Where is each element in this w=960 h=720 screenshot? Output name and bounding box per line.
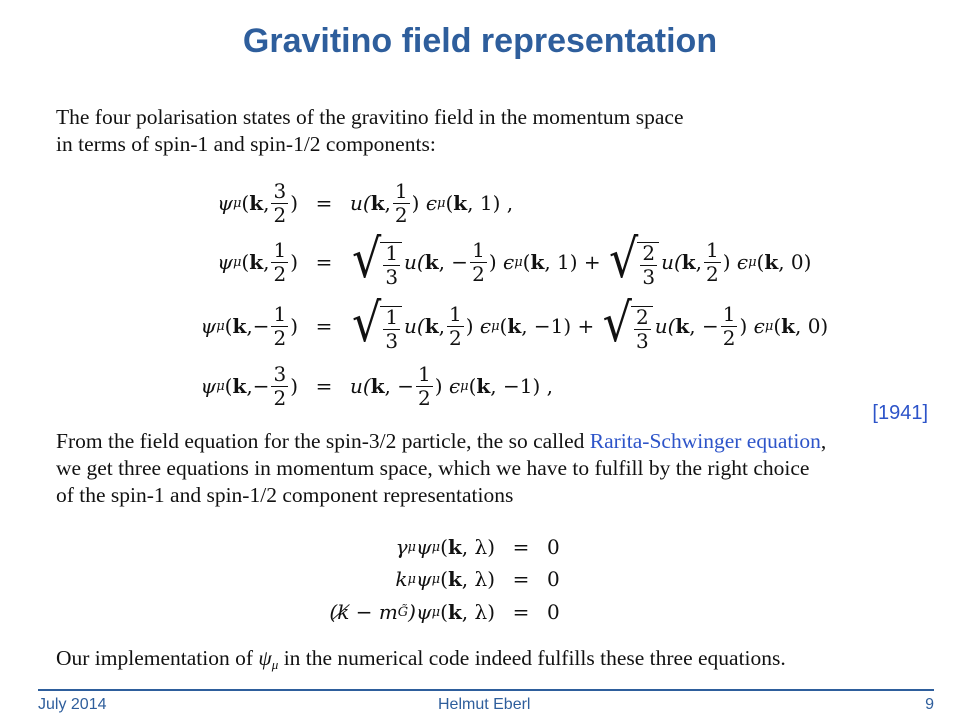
square-root: √ $\frac{1}{3}$ (352, 236, 402, 288)
slide-title: Gravitino field representation (242, 22, 718, 60)
equation-rhs: u( k , $\frac{1}{2}$ ) ϵ μ ( k , 1) , (350, 178, 514, 227)
equals-sign: = (315, 250, 333, 274)
equation-row (150, 176, 513, 230)
field-eq-line-2: we get three equations in momentum space, which we have to fulfill by the right choice (56, 456, 810, 480)
footer-date: July 2014 (38, 696, 107, 713)
equals-sign: = (512, 535, 530, 559)
intro-line-2: in terms of spin-1 and spin-1/2 components: (56, 132, 436, 156)
equation-lhs: ψ μ ( k , $\frac{3}{2}$ ) (217, 178, 298, 227)
field-eq-line-1: From the field equation for the spin-3/2 particle, the so called Rarita-Schwinger equation, (56, 429, 827, 453)
equals-sign: = (315, 314, 333, 338)
square-root: √ $\frac{2}{3}$ (603, 300, 653, 352)
intro-line-1: The four polarisation states of the gravitino field in the momentum space (56, 105, 684, 129)
equals-sign: = (512, 567, 530, 591)
page-number: 9 (925, 696, 934, 713)
slide-footer (38, 689, 934, 719)
equation-lhs: ψ μ ( k , $\frac{1}{2}$ ) (217, 237, 298, 286)
square-root: √ $\frac{2}{3}$ (609, 236, 659, 288)
constraint-row: γ μ ψ μ ( k , λ) = 0 (395, 535, 560, 559)
equation-row (150, 291, 829, 356)
equation-rhs: √ $\frac{1}{3}$ u( k , − $\frac{1}{2}$ ) ϵ μ ( k , 1) + √ $\frac{2}{3}$ u( k , $\frac{1}{2}$ ) ϵ μ ( k , 0) (352, 227, 812, 290)
equals-sign: = (315, 374, 333, 398)
equation-lhs: ψ μ ( k , − $\frac{1}{2}$ ) (200, 301, 298, 350)
footer-author: Helmut Eberl (438, 696, 531, 713)
field-eq-line-3: of the spin-1 and spin-1/2 component representations (56, 483, 514, 507)
equation-row (150, 360, 553, 412)
constraint-row: (k̸ − m G̃ )ψ μ ( k , λ) = 0 (329, 600, 560, 624)
equation-rhs: u( k , − $\frac{1}{2}$ ) ϵ μ ( k , −1) , (350, 361, 553, 410)
rarita-schwinger-link[interactable]: Rarita-Schwinger equation (589, 429, 821, 453)
equals-sign: = (315, 191, 333, 215)
constraint-row: k μ ψ μ ( k , λ) = 0 (395, 567, 560, 591)
conclusion-paragraph: Our implementation of $\psi_\mu$ in the numerical code indeed fulfills these three equations. (56, 646, 786, 672)
equation-row (150, 227, 812, 292)
square-root: √ $\frac{1}{3}$ (352, 300, 402, 352)
citation-reference[interactable]: [1941] (872, 402, 928, 424)
equals-sign: = (512, 600, 530, 624)
equation-rhs: √ $\frac{1}{3}$ u( k , $\frac{1}{2}$ ) ϵ μ ( k , −1) + √ $\frac{2}{3}$ u( k , − $\frac{1}{2}$ ) ϵ μ ( k , 0) (352, 291, 829, 354)
field-equation-paragraph (56, 428, 936, 509)
equation-lhs: ψ μ ( k , − $\frac{3}{2}$ ) (200, 361, 298, 410)
intro-paragraph (56, 104, 936, 158)
fraction: $\frac{3}{2}$ (273, 178, 287, 227)
